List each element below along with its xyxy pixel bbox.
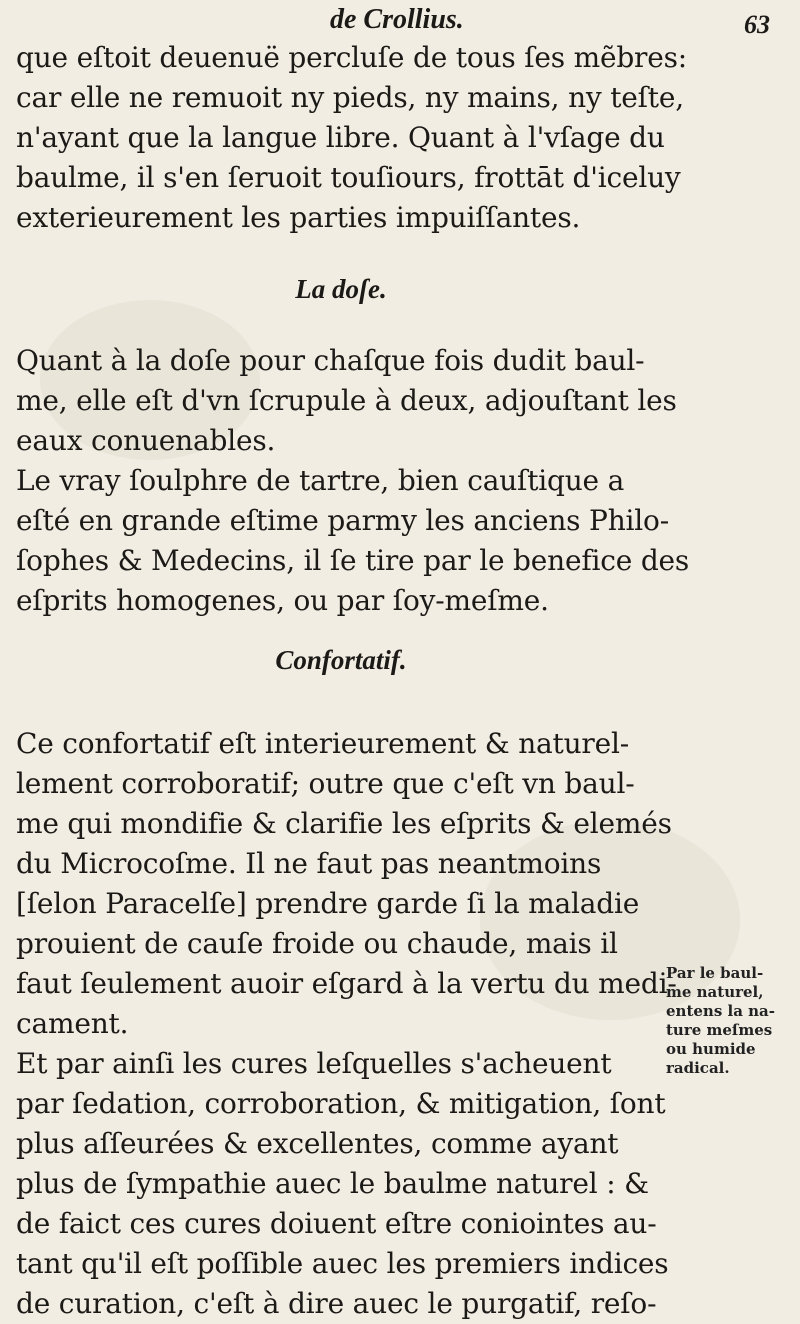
page-header (0, 0, 800, 40)
text-line: faut ſeulement auoir eſgard à la vertu du medi- (16, 967, 677, 1000)
text-line: de faict ces cures doiuent eſtre coniointes au- (16, 1207, 657, 1240)
text-line: cament. (16, 1007, 129, 1040)
text-line: me, elle eſt d'vn ſcrupule à deux, adjouſtant les (16, 384, 677, 417)
running-title: de Crollius. (330, 4, 464, 35)
text-line: Ce confortatif eſt interieurement & naturel- (16, 727, 629, 760)
text-line: plus de ſympathie auec le baulme naturel : & (16, 1167, 649, 1200)
margin-note (666, 964, 796, 1078)
margin-note-line: radical. (666, 1059, 730, 1077)
text-line: eaux conuenables. (16, 424, 276, 457)
text-line: lement corroboratif; outre que c'eſt vn baul- (16, 767, 635, 800)
text-line: tant qu'il eſt poſſible auec les premiers indices (16, 1247, 669, 1280)
text-line: du Microcoſme. Il ne faut pas neantmoins (16, 847, 602, 880)
text-block (16, 38, 690, 1324)
section-heading-dose: La doſe. (295, 274, 387, 304)
text-line: de curation, c'eſt à dire auec le purgatif, reſo- (16, 1287, 657, 1320)
margin-note-line: entens la na- (666, 1002, 775, 1020)
page-number: 63 (744, 10, 770, 39)
margin-note-line: ture meſmes (666, 1021, 773, 1039)
text-line: exterieurement les parties impuiſſantes. (16, 201, 581, 234)
text-line: car elle ne remuoit ny pieds, ny mains, ny teſte, (16, 81, 684, 114)
text-line: Et par ainſi les cures leſquelles s'acheuent (16, 1047, 612, 1080)
text-line: eſprits homogenes, ou par ſoy-meſme. (16, 584, 549, 617)
text-line: ſophes & Medecins, il ſe tire par le benefice des (16, 544, 690, 577)
margin-note-line: ou humide (666, 1040, 756, 1058)
text-line: baulme, il s'en ſeruoit touſiours, frottāt d'iceluy (16, 161, 681, 194)
text-line: Le vray ſoulphre de tartre, bien cauſtique a (16, 464, 625, 497)
text-line: Quant à la doſe pour chaſque fois dudit baul- (16, 344, 645, 377)
margin-note-line: me naturel, (666, 983, 764, 1001)
paragraph-2 (16, 341, 690, 621)
paragraph-1 (16, 38, 688, 238)
text-line: que eſtoit deuenuë percluſe de tous ſes mẽbres: (16, 41, 688, 74)
margin-note-line: Par le baul- (666, 964, 764, 982)
text-line: me qui mondifie & clarifie les eſprits & elemés (16, 807, 672, 840)
text-line: prouient de cauſe froide ou chaude, mais il (16, 927, 618, 960)
text-line: eſté en grande eſtime parmy les anciens Philo- (16, 504, 669, 537)
section-heading-confortatif: Confortatif. (275, 645, 407, 675)
text-line: [ſelon Paracelſe] prendre garde ſi la maladie (16, 887, 640, 920)
text-line: plus aſſeurées & excellentes, comme ayant (16, 1127, 619, 1160)
text-line: par ſedation, corroboration, & mitigation, ſont (16, 1087, 666, 1120)
text-line: n'ayant que la langue libre. Quant à l'vſage du (16, 121, 665, 154)
paragraph-3 (16, 724, 677, 1324)
